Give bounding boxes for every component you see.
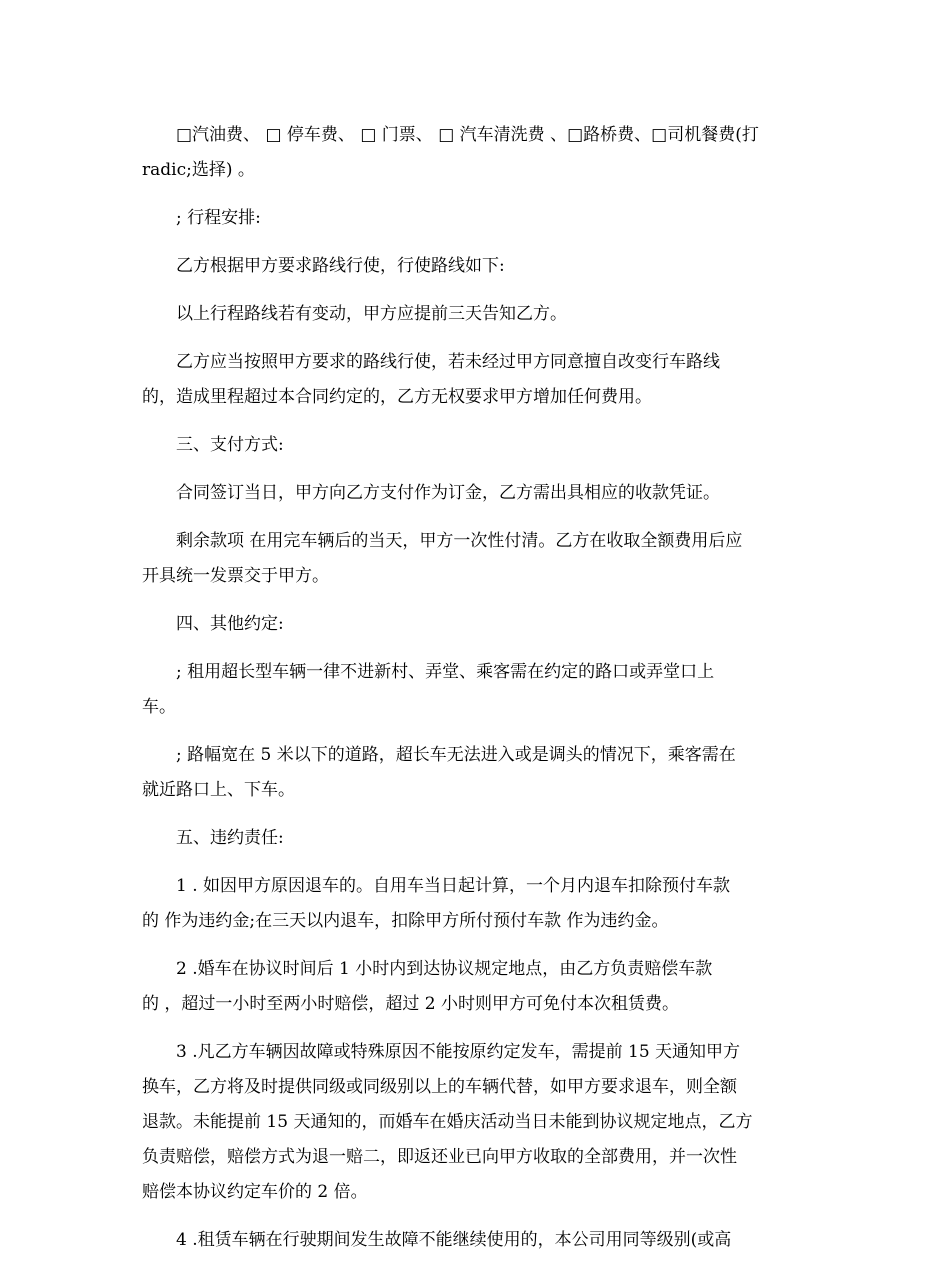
text-line: radic;选择) 。 [142,160,255,180]
text-line: 赔偿本协议约定车价的 2 倍。 [142,1182,368,1202]
paragraph-road-width [142,738,810,808]
section-heading-breach [142,821,810,856]
paragraph-route-deviation [142,345,810,415]
text-line: 乙方应当按照甲方要求的路线行使，若未经过甲方同意擅自改变行车路线 [176,352,720,372]
text-line: 1 . 如因甲方原因退车的。自用车当日起计算，一个月内退车扣除预付车款 [176,876,731,896]
clause-1 [142,869,810,939]
text-line: 的 作为违约金;在三天以内退车，扣除甲方所付预付车款 作为违约金。 [142,911,669,931]
text-line: 2 .婚车在协议时间后 1 小时内到达协议规定地点，由乙方负责赔偿车款 [176,959,713,979]
text-line: 的 ，超过一小时至两小时赔偿，超过 2 小时则甲方可免付本次租赁费。 [142,994,680,1014]
text-line: 以上行程路线若有变动，甲方应提前三天告知乙方。 [176,304,567,324]
paragraph-route-change [142,297,810,332]
text-line: 开具统一发票交于甲方。 [142,566,329,586]
paragraph-route [142,249,810,284]
document-body [142,118,810,1271]
text-line: 五、违约责任: [176,828,284,848]
text-line: ; 租用超长型车辆一律不进新村、弄堂、乘客需在约定的路口或弄堂口上 [176,662,715,682]
text-line: 负责赔偿，赔偿方式为退一赔二，即返还业已向甲方收取的全部费用，并一次性 [142,1147,737,1167]
clause-2 [142,952,810,1022]
text-line: 合同签订当日，甲方向乙方支付作为订金，乙方需出具相应的收款凭证。 [176,483,720,503]
paragraph-balance [142,524,810,594]
section-heading-payment [142,428,810,463]
text-line: 就近路口上、下车。 [142,780,295,800]
section-heading-other [142,607,810,642]
text-line: 四、其他约定: [176,614,284,634]
text-line: 车。 [142,697,176,717]
text-line: 三、支付方式: [176,435,284,455]
paragraph-long-vehicle [142,655,810,725]
text-line: 的，造成里程超过本合同约定的，乙方无权要求甲方增加任何费用。 [142,387,652,407]
text-line: □汽油费、 □ 停车费、 □ 门票、 □ 汽车清洗费 、□路桥费、□司机餐费(打 [176,125,759,145]
text-line: ; 路幅宽在 5 米以下的道路，超长车无法进入或是调头的情况下，乘客需在 [176,745,736,765]
text-line: 退款。未能提前 15 天通知的，而婚车在婚庆活动当日未能到协议规定地点，乙方 [142,1112,753,1132]
paragraph-itinerary-heading [142,201,810,236]
text-line: 剩余款项 在用完车辆后的当天，甲方一次性付清。乙方在收取全额费用后应 [176,531,743,551]
text-line: 乙方根据甲方要求路线行使，行使路线如下: [176,256,505,276]
text-line: 4 .租赁车辆在行驶期间发生故障不能继续使用的，本公司用同等级别(或高 [176,1230,732,1250]
text-line: ; 行程安排: [176,208,261,228]
text-line: 3 .凡乙方车辆因故障或特殊原因不能按原约定发车，需提前 15 天通知甲方 [176,1042,741,1062]
clause-4 [142,1223,810,1258]
paragraph-deposit [142,476,810,511]
paragraph-fee-options [142,118,810,188]
clause-3 [142,1035,810,1210]
text-line: 换车，乙方将及时提供同级或同级别以上的车辆代替，如甲方要求退车，则全额 [142,1077,737,1097]
